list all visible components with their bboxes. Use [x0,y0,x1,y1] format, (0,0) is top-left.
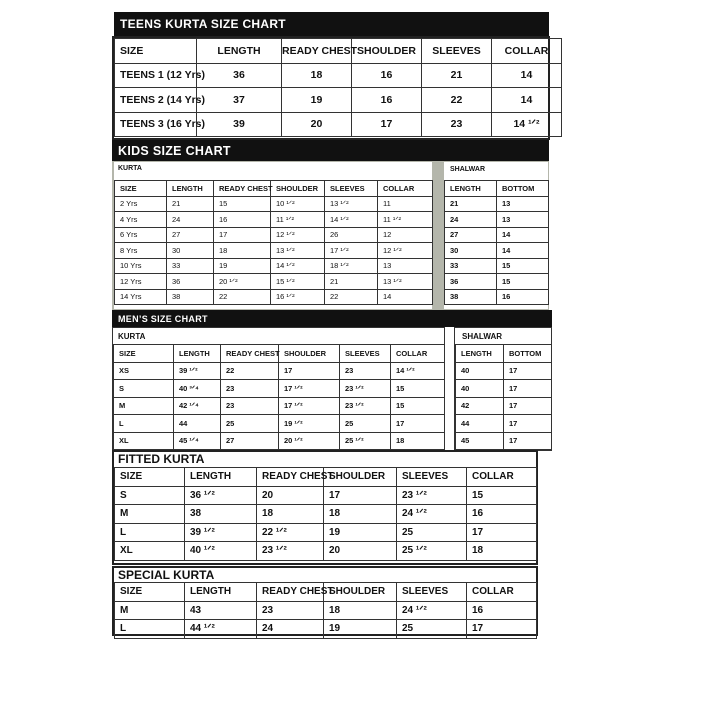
table-row [445,274,549,290]
table-cell: 13 [497,196,549,212]
table-row [115,88,562,113]
table-cell: 17 [214,227,271,243]
table-cell: 43 [185,601,257,620]
table-cell: 14 ¹ᐟ² [492,112,562,137]
table-cell: L [114,415,174,433]
table-cell: TEENS 3 (16 Yrs) [115,112,197,137]
column-header: SLEEVES [325,181,378,197]
table-cell: 12 [378,227,433,243]
table-cell: 14 ¹ᐟ² [271,258,325,274]
table-cell: 13 ¹ᐟ² [378,274,433,290]
table-cell: TEENS 1 (12 Yrs) [115,63,197,88]
table-cell: 37 [197,88,282,113]
teens-title: TEENS KURTA SIZE CHART [114,12,549,36]
special-title: SPECIAL KURTA [118,568,215,582]
table-cell: 45 [456,432,504,450]
table-cell: 23 [221,397,279,415]
column-header: SLEEVES [340,345,391,363]
column-header: READY CHEST [257,468,324,487]
header-row [445,181,549,197]
fitted-kurta-table [114,467,537,561]
table-row [115,486,537,505]
table-cell: 19 ¹ᐟ² [279,415,340,433]
column-header: COLLAR [378,181,433,197]
table-row [115,63,562,88]
table-cell: 27 [445,227,497,243]
table-row [114,432,445,450]
table-cell: 27 [221,432,279,450]
table-cell: 10 Yrs [115,258,167,274]
table-cell: 22 [325,289,378,305]
table-cell: 16 [352,88,422,113]
table-cell: 21 [445,196,497,212]
table-row [445,258,549,274]
table-cell: 18 [257,505,324,524]
table-cell: 15 ¹ᐟ² [271,274,325,290]
table-cell: 17 [504,397,552,415]
column-header: READY CHEST [257,583,324,602]
table-cell: 17 ¹ᐟ² [279,380,340,398]
table-cell: 23 [257,601,324,620]
table-row [445,227,549,243]
table-cell: 16 ¹ᐟ² [271,289,325,305]
table-cell: 40 ¹ᐟ² [185,542,257,561]
table-cell: 22 ¹ᐟ² [257,523,324,542]
column-header: SIZE [114,345,174,363]
table-cell: 15 [214,196,271,212]
table-cell: 30 [167,243,214,259]
table-cell: 18 [467,542,537,561]
table-cell: 23 [422,112,492,137]
teens-size-table [114,38,562,137]
column-header: LENGTH [445,181,497,197]
table-row [115,289,433,305]
table-cell: 23 ¹ᐟ² [397,486,467,505]
table-cell: 14 ¹ᐟ² [325,212,378,228]
table-cell: 21 [167,196,214,212]
table-row [456,397,552,415]
table-row [114,362,445,380]
table-row [445,289,549,305]
table-cell: M [115,505,185,524]
column-header: COLLAR [467,583,537,602]
table-row [456,362,552,380]
table-cell: 18 [391,432,445,450]
table-row [115,112,562,137]
table-cell: 11 ¹ᐟ² [378,212,433,228]
table-cell: 19 [324,620,397,639]
kids-title: KIDS SIZE CHART [112,140,549,161]
column-header: COLLAR [467,468,537,487]
table-cell: 17 [504,380,552,398]
column-header: SIZE [115,39,197,64]
column-header: SIZE [115,583,185,602]
table-cell: 44 ¹ᐟ² [185,620,257,639]
table-cell: XL [115,542,185,561]
table-cell: 13 ¹ᐟ² [271,243,325,259]
table-cell: 16 [467,505,537,524]
table-cell: 14 [492,88,562,113]
table-cell: 36 [445,274,497,290]
table-cell: 17 [279,362,340,380]
table-cell: 16 [352,63,422,88]
table-cell: 15 [497,258,549,274]
column-header: COLLAR [492,39,562,64]
table-cell: 39 ¹ᐟ² [185,523,257,542]
table-cell: 15 [497,274,549,290]
column-header: SHOULDER [279,345,340,363]
table-cell: 12 ¹ᐟ² [378,243,433,259]
table-cell: 18 [214,243,271,259]
table-row [115,258,433,274]
column-header: BOTTOM [504,345,552,363]
column-header: SHOULDER [324,468,397,487]
table-row [115,542,537,561]
table-cell: 36 [197,63,282,88]
column-header: BOTTOM [497,181,549,197]
table-cell: 40 ³ᐟ⁴ [174,380,221,398]
table-cell: 17 [467,523,537,542]
table-cell: 19 [282,88,352,113]
table-cell: 25 [397,620,467,639]
table-cell: 18 ¹ᐟ² [325,258,378,274]
table-cell: 14 [497,227,549,243]
table-cell: 25 ¹ᐟ² [397,542,467,561]
table-cell: 6 Yrs [115,227,167,243]
table-cell: 17 ¹ᐟ² [279,397,340,415]
table-cell: 13 [378,258,433,274]
column-header: LENGTH [456,345,504,363]
table-cell: 17 [504,415,552,433]
table-cell: 17 [504,362,552,380]
column-header: SLEEVES [397,583,467,602]
table-cell: 24 ¹ᐟ² [397,601,467,620]
table-cell: XL [114,432,174,450]
table-cell: 15 [467,486,537,505]
table-cell: 20 [324,542,397,561]
table-cell: 21 [325,274,378,290]
table-cell: 17 [504,432,552,450]
men-kurta-table [113,344,445,450]
table-row [456,380,552,398]
column-header: SHOULDER [352,39,422,64]
table-cell: 14 [492,63,562,88]
table-cell: 13 ¹ᐟ² [325,196,378,212]
table-cell: 44 [456,415,504,433]
table-cell: 22 [214,289,271,305]
table-cell: 45 ¹ᐟ⁴ [174,432,221,450]
table-cell: 36 [167,274,214,290]
table-cell: 36 ¹ᐟ² [185,486,257,505]
table-cell: 18 [282,63,352,88]
table-cell: 20 [257,486,324,505]
column-header: READY CHEST [282,39,352,64]
table-cell: 19 [324,523,397,542]
men-shalwar-table [455,344,552,450]
column-header: SHOULDER [324,583,397,602]
header-row [115,39,562,64]
table-cell: 23 [340,362,391,380]
table-cell: 42 ¹ᐟ⁴ [174,397,221,415]
table-cell: 38 [167,289,214,305]
table-cell: 25 [340,415,391,433]
table-cell: XS [114,362,174,380]
column-header: SIZE [115,181,167,197]
table-cell: 11 [378,196,433,212]
table-cell: 14 Yrs [115,289,167,305]
table-row [114,415,445,433]
table-cell: 17 [352,112,422,137]
header-row [114,345,445,363]
header-row [115,468,537,487]
table-cell: 8 Yrs [115,243,167,259]
table-cell: 38 [445,289,497,305]
table-cell: 30 [445,243,497,259]
table-row [445,196,549,212]
column-header: LENGTH [185,468,257,487]
table-row [115,196,433,212]
header-row [115,181,433,197]
table-cell: 44 [174,415,221,433]
table-cell: 23 ¹ᐟ² [257,542,324,561]
table-cell: 40 [456,362,504,380]
table-cell: 15 [391,397,445,415]
table-cell: 14 ¹ᐟ² [391,362,445,380]
table-cell: 4 Yrs [115,212,167,228]
table-row [115,274,433,290]
kids-kurta-table [114,180,433,305]
table-cell: 16 [214,212,271,228]
table-cell: 14 [378,289,433,305]
table-row [115,243,433,259]
table-cell: 12 Yrs [115,274,167,290]
table-cell: 16 [497,289,549,305]
table-cell: 23 ¹ᐟ² [340,380,391,398]
table-row [115,505,537,524]
table-cell: 24 [445,212,497,228]
kids-kurta-label: KURTA [118,165,142,172]
table-cell: 38 [185,505,257,524]
fitted-title: FITTED KURTA [118,452,205,466]
table-cell: 12 ¹ᐟ² [271,227,325,243]
column-header: READY CHEST [214,181,271,197]
men-shalwar-label: SHALWAR [462,332,502,341]
kids-shalwar-table [444,180,549,305]
column-header: LENGTH [167,181,214,197]
table-cell: 11 ¹ᐟ² [271,212,325,228]
table-cell: 25 ¹ᐟ² [340,432,391,450]
table-cell: 18 [324,601,397,620]
table-row [114,380,445,398]
header-row [115,583,537,602]
table-cell: 42 [456,397,504,415]
table-row [114,397,445,415]
table-cell: 33 [445,258,497,274]
column-header: SHOULDER [271,181,325,197]
table-cell: TEENS 2 (14 Yrs) [115,88,197,113]
table-cell: 40 [456,380,504,398]
table-row [115,620,537,639]
table-cell: 20 ¹ᐟ² [279,432,340,450]
table-row [445,212,549,228]
table-cell: M [114,397,174,415]
column-header: READY CHEST [221,345,279,363]
table-row [115,212,433,228]
table-cell: 25 [397,523,467,542]
table-cell: S [115,486,185,505]
table-cell: 21 [422,63,492,88]
table-cell: 17 [467,620,537,639]
table-cell: 19 [214,258,271,274]
table-cell: 39 [197,112,282,137]
table-cell: 22 [422,88,492,113]
men-title: MEN’S SIZE CHART [112,310,552,327]
column-header: SIZE [115,468,185,487]
table-cell: 10 ¹ᐟ² [271,196,325,212]
column-header: COLLAR [391,345,445,363]
table-cell: 15 [391,380,445,398]
table-cell: 14 [497,243,549,259]
table-cell: L [115,620,185,639]
table-cell: 13 [497,212,549,228]
table-cell: 16 [467,601,537,620]
table-cell: M [115,601,185,620]
table-row [445,243,549,259]
table-row [456,432,552,450]
table-cell: 17 ¹ᐟ² [325,243,378,259]
table-cell: L [115,523,185,542]
column-header: SLEEVES [397,468,467,487]
table-cell: 23 ¹ᐟ² [340,397,391,415]
header-row [456,345,552,363]
table-cell: 2 Yrs [115,196,167,212]
column-header: SLEEVES [422,39,492,64]
table-cell: S [114,380,174,398]
kids-shalwar-label: SHALWAR [450,166,485,173]
table-cell: 20 [282,112,352,137]
table-cell: 27 [167,227,214,243]
table-cell: 24 [167,212,214,228]
table-cell: 17 [391,415,445,433]
column-header: LENGTH [174,345,221,363]
table-cell: 39 ¹ᐟ² [174,362,221,380]
table-cell: 23 [221,380,279,398]
men-kurta-label: KURTA [118,332,146,341]
column-header: LENGTH [185,583,257,602]
table-row [456,415,552,433]
table-row [115,227,433,243]
table-cell: 20 ¹ᐟ² [214,274,271,290]
table-row [115,523,537,542]
special-kurta-table [114,582,537,639]
table-cell: 24 ¹ᐟ² [397,505,467,524]
table-cell: 18 [324,505,397,524]
table-cell: 24 [257,620,324,639]
table-cell: 17 [324,486,397,505]
table-cell: 22 [221,362,279,380]
column-header: LENGTH [197,39,282,64]
table-cell: 25 [221,415,279,433]
table-row [115,601,537,620]
table-cell: 33 [167,258,214,274]
table-cell: 26 [325,227,378,243]
